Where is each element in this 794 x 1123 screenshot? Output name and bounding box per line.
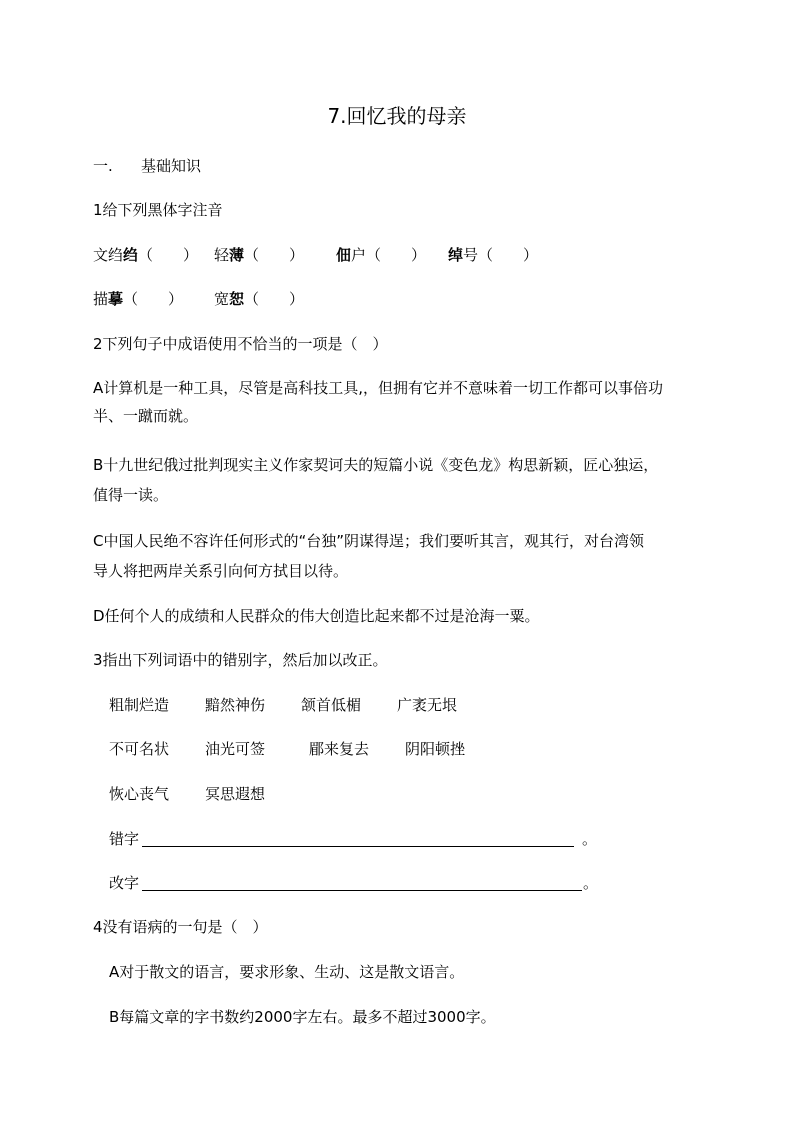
q2-option-c-line-1: C中国人民绝不容许任何形式的“台独”阴谋得逞；我们要听其言，观其行，对台湾领 (93, 532, 645, 550)
wrong-char-period: 。 (582, 830, 598, 848)
q3-word: 阴阳顿挫 (405, 740, 466, 758)
section-heading: 基础知识 (141, 157, 202, 175)
q3-word: 不可名状 (109, 740, 170, 758)
q3-word: 郿来复去 (309, 740, 370, 758)
q1-item-2: 轻薄（ ） (214, 246, 305, 264)
bold-char: 恕 (229, 290, 245, 308)
q3-word: 油光可签 (205, 740, 266, 758)
page-title: 7.回忆我的母亲 (327, 104, 467, 128)
q2-option-c-line-2: 导人将把两岸关系引向何方拭目以待。 (93, 562, 349, 580)
q3-word: 颔首低楣 (301, 696, 362, 714)
q1-item-6: 宽恕（ ） (214, 290, 305, 308)
q4-option-b: B每篇文章的字书数约2000字左右。最多不超过3000字。 (109, 1008, 496, 1026)
q3-word: 粗制烂造 (109, 696, 170, 714)
q4-option-a: A对于散文的语言，要求形象、生动、这是散文语言。 (109, 963, 465, 981)
bold-char: 绰 (448, 246, 464, 264)
wrong-char-answer-line[interactable] (142, 846, 574, 847)
bold-char: 绉 (123, 246, 139, 264)
question-2-prompt: 2下列句子中成语使用不恰当的一项是（ ） (93, 335, 388, 353)
q3-word: 广袤无垠 (397, 696, 458, 714)
question-3-prompt: 3指出下列词语中的错别字，然后加以改正。 (93, 651, 388, 669)
q2-option-d: D任何个人的成绩和人民群众的伟大创造比起来都不过是沧海一粟。 (93, 607, 540, 625)
question-4-prompt: 4没有语病的一句是（ ） (93, 918, 268, 936)
q3-word: 黯然神伤 (205, 696, 266, 714)
question-1-prompt: 1给下列黑体字注音 (93, 201, 223, 219)
q1-item-4: 绰号（ ） (448, 246, 539, 264)
bold-char: 摹 (108, 290, 124, 308)
q2-option-b-line-1: B十九世纪俄过批判现实主义作家契诃夫的短篇小说《变色龙》构思新颖，匠心独运， (93, 456, 659, 474)
fixed-char-label: 改字 (109, 874, 140, 892)
q2-option-a-line-2: 半、一蹴而就。 (93, 407, 199, 425)
bold-char: 薄 (229, 246, 245, 264)
q2-option-a-line-1: A计算机是一种工具，尽管是高科技工具,，但拥有它并不意味着一切工作都可以事倍功 (93, 379, 664, 397)
section-number: 一. (93, 157, 113, 175)
fixed-char-answer-line[interactable] (142, 890, 582, 891)
q1-item-3: 佃户（ ） (336, 246, 427, 264)
q3-word: 冥思遐想 (205, 785, 266, 803)
wrong-char-label: 错字 (109, 830, 140, 848)
q3-word: 恢心丧气 (109, 785, 170, 803)
q2-option-b-line-2: 值得一读。 (93, 486, 169, 504)
bold-char: 佃 (336, 246, 352, 264)
q1-item-1: 文绉绉（ ） (93, 246, 199, 264)
q1-item-5: 描摹（ ） (93, 290, 184, 308)
fixed-char-period: 。 (583, 874, 599, 892)
